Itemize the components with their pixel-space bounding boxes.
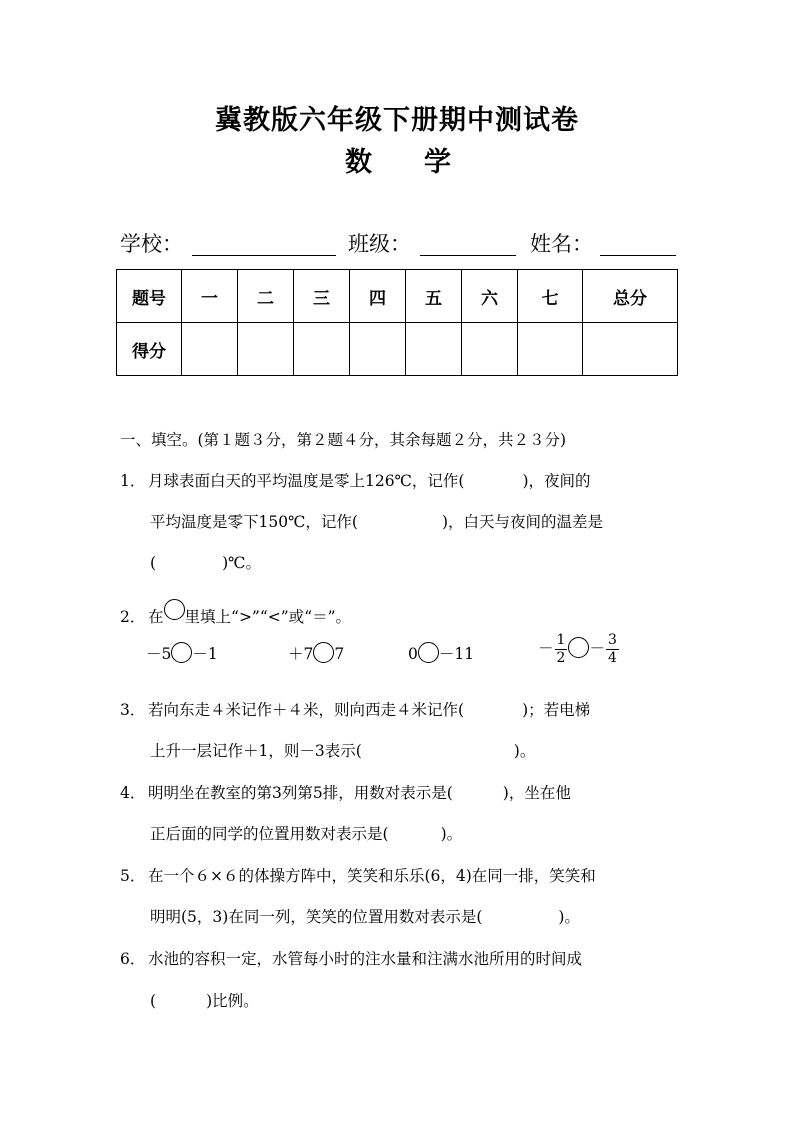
- comparison-4-sign-1: －: [538, 639, 554, 658]
- q6-text-c: )比例。: [206, 992, 259, 1010]
- q1-text-a: 月球表面白天的平均温度是零上126℃，记作(: [148, 472, 465, 490]
- page-title: 冀教版六年级下册期中测试卷: [215, 105, 579, 136]
- question-6-number: 6．: [120, 950, 146, 968]
- score-table-header-cell: 总分: [583, 270, 678, 323]
- score-table-header-cell: 四: [350, 270, 406, 323]
- question-1-line-1: [120, 471, 591, 491]
- comparison-3-circle[interactable]: [418, 642, 439, 663]
- q3-text-d: )。: [513, 742, 536, 760]
- score-table-header-cell: 二: [238, 270, 294, 323]
- q2-text-a: 在: [148, 608, 164, 626]
- q1-text-d: )，白天与夜间的温差是: [441, 513, 604, 531]
- score-cell[interactable]: [182, 323, 238, 376]
- section-1-heading: 一、填空。(第１题３分，第２题４分，其余每题２分，共２３分): [120, 431, 567, 449]
- score-cell[interactable]: [294, 323, 350, 376]
- score-cell[interactable]: [238, 323, 294, 376]
- score-cell[interactable]: [462, 323, 518, 376]
- comparison-1-left: －5: [146, 645, 172, 663]
- question-4-number: 4．: [120, 784, 146, 802]
- comparison-1-circle[interactable]: [171, 642, 192, 663]
- name-label: 姓名：: [530, 232, 593, 256]
- q1-text-e: (: [150, 554, 157, 572]
- question-1-line-3: [150, 553, 261, 573]
- q5-text-a: 在一个６×６的体操方阵中，笑笑和乐乐(6，4)在同一排，笑笑和: [148, 867, 596, 885]
- q4-text-d: )。: [440, 825, 463, 843]
- question-5-line-1: [120, 866, 596, 886]
- question-3-line-1: [120, 700, 590, 720]
- q5-text-c: )。: [558, 908, 580, 926]
- q6-text-a: 水池的容积一定，水管每小时的注水量和注满水池所用的时间成: [148, 950, 583, 968]
- question-4-line-1: [120, 783, 571, 803]
- q4-text-a: 明明坐在教室的第3列第5排，用数对表示是(: [148, 784, 453, 802]
- score-table: [116, 269, 678, 376]
- question-3-line-2: [150, 741, 535, 761]
- comparison-2-right: 7: [334, 645, 345, 663]
- question-4-line-2: [150, 824, 462, 844]
- fraction-1-2: [555, 632, 568, 667]
- question-1-line-2: [150, 512, 603, 532]
- comparison-4-sign-2: －: [589, 639, 605, 658]
- comparison-4: [538, 632, 620, 667]
- score-cell[interactable]: [350, 323, 406, 376]
- score-table-header-row: [117, 270, 678, 323]
- q3-text-a: 若向东走４米记作＋４米，则向西走４米记作(: [148, 701, 465, 719]
- q6-text-b: (: [150, 992, 157, 1010]
- fraction-3-4: [606, 632, 619, 667]
- score-table-score-row: [117, 323, 678, 376]
- score-table-header-cell: 三: [294, 270, 350, 323]
- score-table-header-cell: 七: [518, 270, 583, 323]
- fraction-denominator: 2: [556, 650, 566, 666]
- q5-text-b: 明明(5，3)在同一列，笑笑的位置用数对表示是(: [150, 908, 483, 926]
- score-table-header-cell: 题号: [117, 270, 182, 323]
- q1-text-c: 平均温度是零下150℃，记作(: [150, 513, 358, 531]
- comparison-3: [408, 642, 474, 664]
- q4-text-b: )，坐在他: [502, 784, 571, 802]
- score-row-label: 得分: [117, 323, 182, 376]
- comparison-2: [288, 642, 344, 664]
- question-6-line-1: [120, 949, 582, 969]
- comparison-2-left: ＋7: [288, 645, 314, 663]
- question-1-number: 1．: [120, 472, 146, 490]
- q1-text-b: )，夜间的: [522, 472, 591, 490]
- question-5-number: 5．: [120, 867, 146, 885]
- fraction-denominator: 4: [607, 650, 617, 666]
- name-blank[interactable]: [600, 255, 676, 256]
- score-cell[interactable]: [518, 323, 583, 376]
- class-blank[interactable]: [420, 255, 516, 256]
- comparison-3-right: －11: [438, 645, 475, 663]
- fraction-numerator: 3: [607, 632, 617, 648]
- fraction-numerator: 1: [556, 632, 566, 648]
- comparison-1: [146, 642, 218, 664]
- circle-icon: [164, 599, 185, 620]
- question-2-line-1: [120, 599, 351, 627]
- question-2-number: 2．: [120, 608, 146, 626]
- q4-text-c: 正后面的同学的位置用数对表示是(: [150, 825, 389, 843]
- question-3-number: 3．: [120, 701, 146, 719]
- q1-text-f: )℃。: [222, 554, 261, 572]
- class-label: 班级：: [348, 232, 411, 256]
- subject-title-part-2: 学: [424, 147, 451, 178]
- comparison-3-left: 0: [408, 645, 418, 663]
- q3-text-b: )；若电梯: [522, 701, 591, 719]
- score-table-header-cell: 一: [182, 270, 238, 323]
- q3-text-c: 上升一层记作＋1，则－3表示(: [150, 742, 362, 760]
- comparison-2-circle[interactable]: [313, 642, 334, 663]
- score-cell[interactable]: [406, 323, 462, 376]
- score-cell[interactable]: [583, 323, 678, 376]
- school-label: 学校：: [120, 232, 183, 256]
- comparison-4-circle[interactable]: [568, 637, 589, 658]
- subject-title-part-1: 数: [345, 147, 372, 178]
- question-6-line-2: [150, 991, 259, 1011]
- student-info-row: [120, 226, 676, 260]
- question-5-line-2: [150, 907, 580, 927]
- score-table-header-cell: 五: [406, 270, 462, 323]
- q2-text-b: 里填上“>”“<”或“＝”。: [184, 608, 352, 626]
- comparison-1-right: －1: [192, 645, 218, 663]
- school-blank[interactable]: [192, 255, 336, 256]
- score-table-header-cell: 六: [462, 270, 518, 323]
